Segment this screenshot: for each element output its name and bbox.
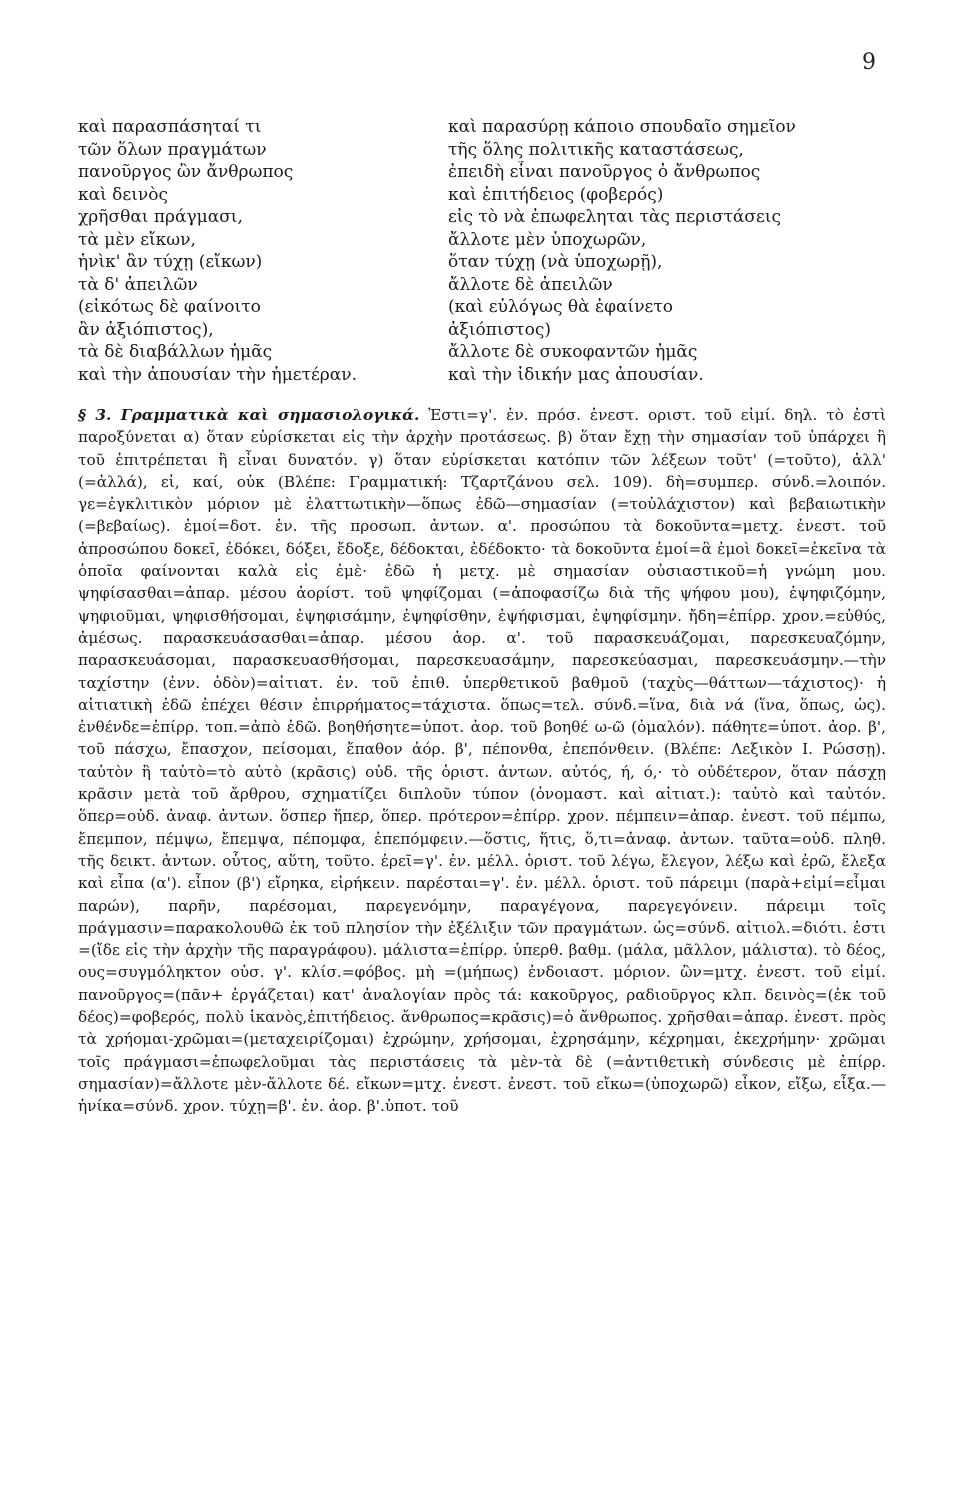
- translation-line: ἀξιόπιστος): [448, 319, 551, 340]
- original-line: ἡνὶκ' ἂν τύχῃ (εἴκων): [78, 252, 263, 272]
- original-line: (εἰκότως δὲ φαίνοιτο: [78, 297, 261, 317]
- page-number: 9: [862, 50, 876, 75]
- original-line: πανοῦργος ὢν ἄνθρωπος: [78, 162, 294, 182]
- translation-line: (καὶ εὐλόγως θὰ ἐφαίνετο: [448, 297, 673, 317]
- translation-line: ἄλλοτε μὲν ὑποχωρῶν,: [448, 229, 647, 250]
- commentary-text: Ἐστι=γ'. ἐν. πρόσ. ἐνεστ. οριστ. τοῦ εἰμί. δηλ. τὸ ἐστὶ παροξύνεται α) ὅταν εὑρίσκεται εἰς τὴν ἀρχὴν προτάσεως. β) ὅταν ἔχῃ τὴν σημασίαν τοῦ ὑπάρχει ἢ τοῦ ἐπιτρέπεται ἢ εἶναι δυνατόν. γ) ὅταν εὑρίσκεται κατόπιν τῶν λέξεων τοῦτ' (=τοῦτο), ἀλλ' (=ἀλλά), εἰ, καί, οὐκ (Βλέπε: Γραμματική: Τζαρτζάνου σελ. 109). δὴ=συμπερ. σύνδ.=λοιπόν. γε=ἐγκλιτικὸν μόριον μὲ ἐλαττωτικὴν—ὅπως ἐδῶ—σημασίαν (=τοὐλάχιστον) καὶ βεβαιωτικὴν (=βεβαίως). ἐμοί=δοτ. ἑν. τῆς προσωπ. ἀντων. α'. προσώπου τὰ δοκοῦντα=μετχ. ἐνεστ. τοῦ ἀπροσώπου δοκεῖ, ἐδόκει, δόξει, ἔδοξε, δέδοκται, ἐδέδοκτο· τὰ δοκοῦντα ἐμοί=ἃ ἐμοὶ δοκεῖ=ἐκεῖνα τὰ ὁποῖα φαίνονται καλὰ εἰς ἐμὲ· ἐδῶ ἡ μετχ. μὲ σημασίαν οὐσιαστικοῦ=ἡ γνώμη μου. ψηφίσασθαι=ἀπαρ. μέσου ἀορίστ. τοῦ ψηφίζομαι (=ἀποφασίζω διὰ τῆς ψήφου μου), ἐψηφιζόμην, ψηφιοῦμαι, ψηφισθήσομαι, ἐψηφισάμην, ἐψηφίσθην, ἐψήφισμαι, ἐψηφίσμην. ἤδη=ἐπίρρ. χρον.=εὐθύς, ἀμέσως. παρασκευάσασθαι=ἀπαρ. μέσου ἀορ. α'. τοῦ παρασκευάζομαι, παρεσκευαζόμην, παρασκευάσομαι, παρασκευασθήσομαι, παρεσκευασάμην, παρεσκεύασμαι, παρεσκευάσμην.—τὴν ταχίστην (ἐνν. ὁδὸν)=αἰτιατ. ἐν. τοῦ ἐπιθ. ὑπερθετικοῦ βαθμοῦ (ταχὺς—θάττων—τάχιστος)· ἡ αἰτιατικὴ ἐδῶ ἐπέχει θέσιν ἐπιρρήματος=τάχιστα. ὅπως=τελ. σύνδ.=ἵνα, διὰ νά (ἵνα, ὅπως, ὡς). ἐνθένδε=ἐπίρρ. τοπ.=ἀπὸ ἐδῶ. βοηθήσητε=ὑποτ. ἀορ. τοῦ βοηθέ ω-ῶ (ὁμαλόν). πάθητε=ὑποτ. ἀορ. β', τοῦ πάσχω, ἔπασχον, πείσομαι, ἔπαθον ἀόρ. β', πέπονθα, ἐπεπόνθειν. (Βλέπε: Λεξικὸν Ι. Ρώσσῃ). ταὐτὸν ἢ ταὐτὸ=τὸ αὐτὸ (κρᾶσις) οὐδ. τῆς ὁριστ. ἀντων. αὐτός, ή, ό,· τὸ οὐδέτερον, ὅταν πάσχῃ κρᾶσιν μετὰ τοῦ ἄρθρου, σχηματίζει διπλοῦν τύπον (ὀνομαστ. καὶ αἰτιατ.): ταὐτὸ καὶ ταὐτόν. ὅπερ=οὐδ. ἀναφ. ἀντων. ὅσπερ ἥπερ, ὅπερ. πρότερον=ἐπίρρ. χρον. πέμπειν=ἀπαρ. ἐνεστ. τοῦ πέμπω, ἔπεμπον, πέμψω, ἔπεμψα, πέπομφα, ἐπεπόμφειν.—ὅστις, ἥτις, ὅ,τι=ἀναφ. ἀντων. ταῦτα=οὐδ. πληθ. τῆς δεικτ. ἀντων. οὗτος, αὕτη, τοῦτο. ἐρεῖ=γ'. ἐν. μέλλ. ὁριστ. τοῦ λέγω, ἔλεγον, λέξω καὶ ἐρῶ, ἔλεξα καὶ εἶπα (α'). εἶπον (β') εἴρηκα, εἰρήκειν. παρέσται=γ'. ἐν. μέλλ. ὁριστ. τοῦ πάρειμι (παρὰ+εἰμί=εἶμαι παρών), παρῆν, παρέσομαι, παρεγενόμην, παραγέγονα, παρεγεγόνειν. πάρειμι τοῖς πράγμασιν=παρακολουθῶ ἐκ τοῦ πλησίον τὴν ἐξέλιξιν τῶν πραγμάτων. ὡς=σύνδ. αἰτιολ.=διότι. ἐστι =(ἴδε εἰς τὴν ἀρχὴν τῆς παραγράφου). μάλιστα=ἐπίρρ. ὑπερθ. βαθμ. (μάλα, μᾶλλον, μάλιστα). τὸ δέος, ους=συγμόληκτον οὐσ. γ'. κλίσ.=φόβος. μὴ =(μήπως) ἐνδοιαστ. μόριον. ὢν=μτχ. ἐνεστ. τοῦ εἰμί. πανοῦργος=(πᾶν+ ἐργάζεται) κατ' ἀναλογίαν πρὸς τά: κακοῦργος, ραδιοῦργος κλπ. δεινὸς=(ἐκ τοῦ δέος)=φοβερός, πολὺ ἱκανὸς,ἐπιτήδειος. ἄνθρωπος=κρᾶσις)=ὁ ἄνθρωπος. χρῆσθαι=ἀπαρ. ἐνεστ. πρὸς τὰ χρήομαι-χρῶμαι=(μεταχειρίζομαι) ἐχρώμην, χρήσομαι, ἐχρησάμην, κέχρημαι, ἐκεχρήμην· χρῶμαι τοῖς πράγμασι=ἐπωφελοῦμαι τὰς περιστάσεις τὰ μὲν-τὰ δὲ (=ἀντιθετικὴ σύνδεσις μὲ ἐπίρρ. σημασίαν)=ἄλλοτε μὲν-ἄλλοτε δέ. εἴκων=μτχ. ἐνεστ. ἐνεστ. τοῦ εἴκω=(ὑποχωρῶ) εἶκον, εἴξω, εἶξα.—ἡνίκα=σύνδ. χρον. τύχῃ=β'. ἐν. ἀορ. β'.ὑποτ. τοῦ: [78, 406, 886, 1116]
- translation-line: τῆς ὅλης πολιτικῆς καταστάσεως,: [448, 139, 744, 160]
- translation-line: εἰς τὸ νὰ ἐπωφεληται τὰς περιστάσεις: [448, 207, 781, 227]
- parallel-text: [78, 116, 888, 386]
- translation-line: ὅταν τύχῃ (νὰ ὑποχωρῇ),: [448, 252, 663, 272]
- original-line: τῶν ὅλων πραγμάτων: [78, 139, 267, 160]
- grammar-commentary: [78, 404, 886, 1118]
- original-line: καὶ παρασπάσηταί τι: [78, 117, 262, 137]
- translation-line: καὶ τὴν ἰδικήν μας ἀπουσίαν.: [448, 364, 704, 385]
- original-line: τὰ δὲ διαβάλλων ἡμᾶς: [78, 342, 273, 362]
- translation-line: ἄλλοτε δὲ συκοφαντῶν ἡμᾶς: [448, 342, 698, 362]
- original-line: ἂν ἀξιόπιστος),: [78, 319, 214, 340]
- original-line: τὰ μὲν εἴκων,: [78, 229, 196, 250]
- original-line: καὶ τὴν ἀπουσίαν τὴν ἡμετέραν.: [78, 364, 358, 385]
- translation-line: καὶ παρασύρῃ κάποιο σπουδαῖο σημεῖον: [448, 117, 796, 137]
- translation-line: ἐπειδὴ εἶναι πανοῦργος ὁ ἄνθρωπος: [448, 162, 761, 182]
- translation-line: καὶ ἐπιτήδειος (φοβερός): [448, 184, 664, 205]
- translation-line: ἄλλοτε δὲ ἀπειλῶν: [448, 274, 613, 295]
- original-line: καὶ δεινὸς: [78, 184, 168, 205]
- greek-original-column: [78, 116, 433, 386]
- translation-column: [448, 116, 888, 386]
- section-heading: § 3. Γραμματικὰ καὶ σημασιολογικά.: [78, 406, 420, 424]
- original-line: τὰ δ' ἀπειλῶν: [78, 274, 198, 295]
- original-line: χρῆσθαι πράγμασι,: [78, 207, 243, 227]
